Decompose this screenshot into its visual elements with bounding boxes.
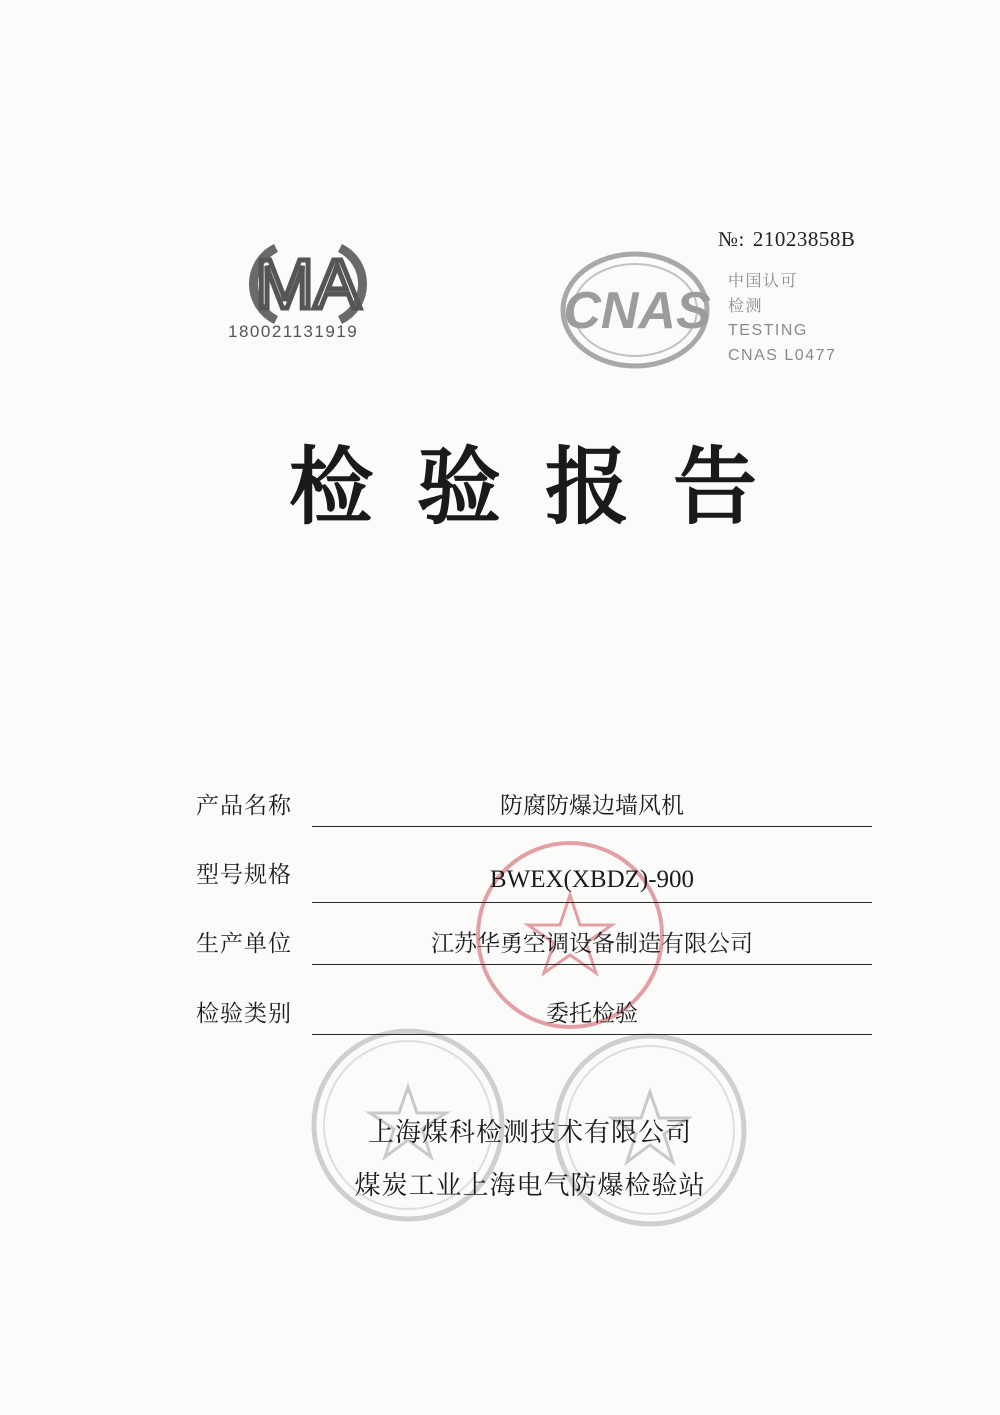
organization-name-2: 煤炭工业上海电气防爆检验站 [354, 1171, 706, 1201]
field-underline [312, 1034, 872, 1035]
cma-logo-letters: MA [255, 245, 361, 323]
organization-name-1: 上海煤科检测技术有限公司 [367, 1118, 692, 1148]
cnas-logo [553, 248, 723, 378]
field-value: 委托检验 [546, 1001, 638, 1027]
cnas-line-4: CNAS L0477 [728, 347, 837, 364]
cnas-mark-text [728, 268, 836, 368]
field-underline [312, 964, 872, 965]
report-number [718, 227, 855, 252]
cnas-logo-letters: CNAS [563, 282, 711, 340]
field-value: BWEX(XBDZ)-900 [489, 866, 695, 893]
field-underline [312, 902, 872, 903]
cma-registration-number: 180021131919 [228, 322, 359, 341]
field-label: 型号规格 [196, 862, 292, 888]
field-underline [312, 826, 872, 827]
cnas-line-3: TESTING [728, 322, 808, 339]
field-label: 检验类别 [196, 1001, 292, 1027]
cnas-line-1: 中国认可 [728, 271, 799, 290]
field-model-spec [196, 856, 872, 896]
report-number-prefix: №: [718, 227, 745, 251]
report-number-value: 21023858B [752, 227, 856, 251]
field-value: 防腐防爆边墙风机 [500, 793, 684, 819]
field-label: 产品名称 [196, 793, 292, 819]
cnas-line-2: 检测 [728, 296, 764, 315]
report-title: 检验报告 [288, 438, 801, 536]
field-inspection-type [196, 995, 872, 1035]
field-manufacturer [196, 925, 872, 965]
field-value: 江苏华勇空调设备制造有限公司 [431, 931, 753, 957]
field-label: 生产单位 [196, 931, 292, 957]
field-product-name [196, 787, 872, 827]
